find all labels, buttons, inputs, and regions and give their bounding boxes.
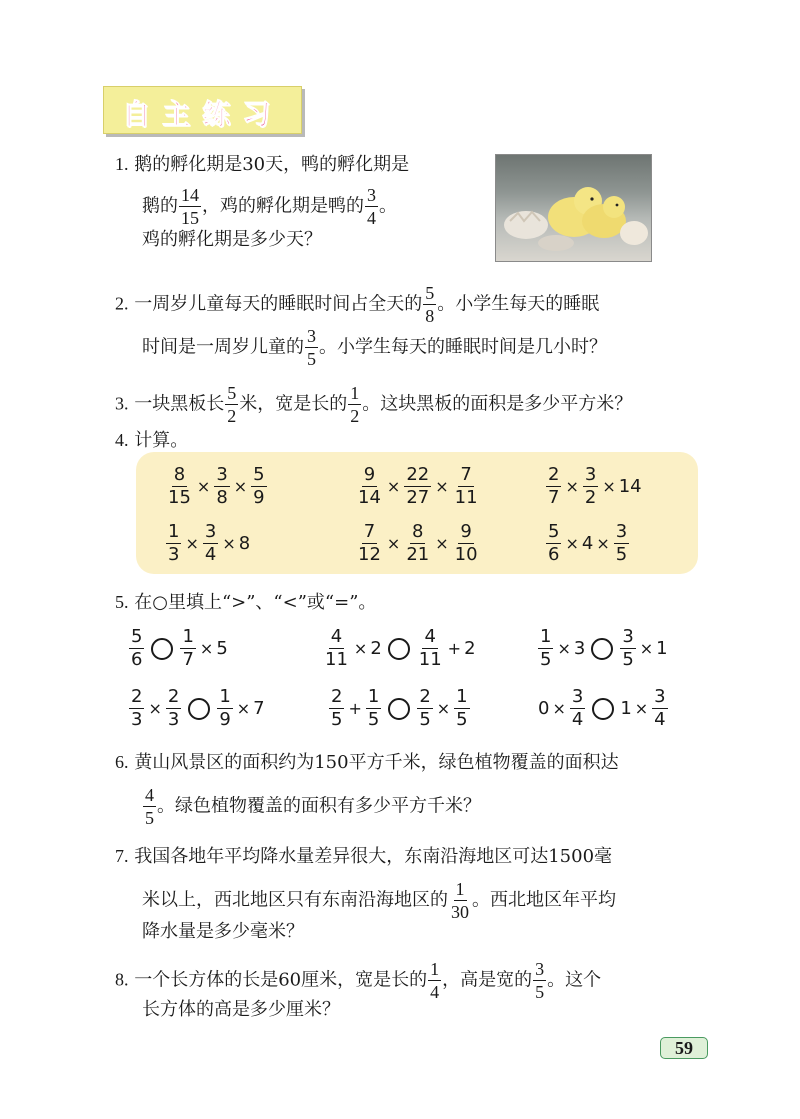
answer-circle[interactable]	[188, 698, 210, 720]
calc-expression-5: $\frac{7}{12}$ × $\frac{8}{21}$ × $\frac{9}{10}$	[358, 521, 478, 565]
answer-circle[interactable]	[388, 698, 410, 720]
page-number: 59	[660, 1037, 708, 1059]
problem-3: 3. 一块黑板长 $\frac{5}{2}$ 米，宽是长的 $\frac{1}{2}$ 。这块黑板的面积是多少平方米？	[115, 383, 633, 426]
calc-expression-3: $\frac{2}{7}$ × $\frac{3}{2}$ × 14	[548, 464, 642, 508]
problem-1-line-3: 鸡的孵化期是多少天？	[142, 229, 322, 250]
problem-7-line-2: 米以上，西北地区只有东南沿海地区的 $\frac{1}{30}$ 。西北地区年平均	[142, 879, 616, 922]
compare-2: $\frac{4}{11}$ × 2 $\frac{4}{11}$ + 2	[325, 626, 476, 670]
problem-7-line-1: 7. 我国各地年平均降水量差异很大，东南沿海地区可达1500毫	[115, 846, 613, 867]
chicks-photo	[495, 154, 652, 262]
problem-2-line-1: 2. 一周岁儿童每天的睡眠时间占全天的 $\frac{5}{8}$ 。小学生每天的睡眠	[115, 283, 600, 326]
compare-5: $\frac{2}{5}$ + $\frac{1}{5}$ $\frac{2}{5}$ × $\frac{1}{5}$	[331, 686, 468, 730]
problem-1-line-1: 1. 鹅的孵化期是30天，鸭的孵化期是	[115, 154, 410, 175]
compare-6: 0 × $\frac{3}{4}$ 1 × $\frac{3}{4}$	[538, 686, 666, 730]
problem-8-line-1: 8. 一个长方体的长是60厘米，宽是长的 $\frac{1}{4}$ ，高是宽的 $\frac{3}{5}$ 。这个	[115, 959, 602, 1002]
problem-6-line-1: 6. 黄山风景区的面积约为150平方千米，绿色植物覆盖的面积达	[115, 752, 619, 773]
section-title: 自主练习	[122, 98, 283, 131]
calc-expression-2: $\frac{9}{14}$ × $\frac{22}{27}$ × $\frac{7}{11}$	[358, 464, 478, 508]
answer-circle[interactable]	[151, 638, 173, 660]
chicks-illustration	[496, 155, 651, 261]
answer-circle[interactable]	[388, 638, 410, 660]
problem-7-line-3: 降水量是多少毫米？	[142, 921, 304, 942]
section-title-box	[103, 86, 302, 134]
compare-1: $\frac{5}{6}$ $\frac{1}{7}$ × 5	[131, 626, 228, 670]
problem-1-line-2: 鹅的 $\frac{14}{15}$ ，鸡的孵化期是鸭的 $\frac{3}{4}$ 。	[142, 185, 397, 228]
answer-circle[interactable]	[591, 638, 613, 660]
problem-8-line-2: 长方体的高是多少厘米？	[142, 999, 340, 1020]
problem-2-line-2: 时间是一周岁儿童的 $\frac{3}{5}$ 。小学生每天的睡眠时间是几小时？	[142, 326, 607, 369]
problem-6-line-2: $\frac{4}{5}$ 。绿色植物覆盖的面积有多少平方千米？	[145, 785, 481, 828]
answer-circle[interactable]	[592, 698, 614, 720]
calc-expression-6: $\frac{5}{6}$ × 4 × $\frac{3}{5}$	[548, 521, 628, 565]
calc-expression-1: $\frac{8}{15}$ × $\frac{3}{8}$ × $\frac{5}{9}$	[168, 464, 265, 508]
problem-4-heading: 4. 计算。	[115, 430, 189, 451]
compare-4: $\frac{2}{3}$ × $\frac{2}{3}$ $\frac{1}{9}$ × 7	[131, 686, 265, 730]
compare-3: $\frac{1}{5}$ × 3 $\frac{3}{5}$ × 1	[540, 626, 668, 670]
problem-5-heading: 5. 在○里填上“>”、“<”或“=”。	[115, 592, 377, 613]
calc-expression-4: $\frac{1}{3}$ × $\frac{3}{4}$ × 8	[168, 521, 251, 565]
